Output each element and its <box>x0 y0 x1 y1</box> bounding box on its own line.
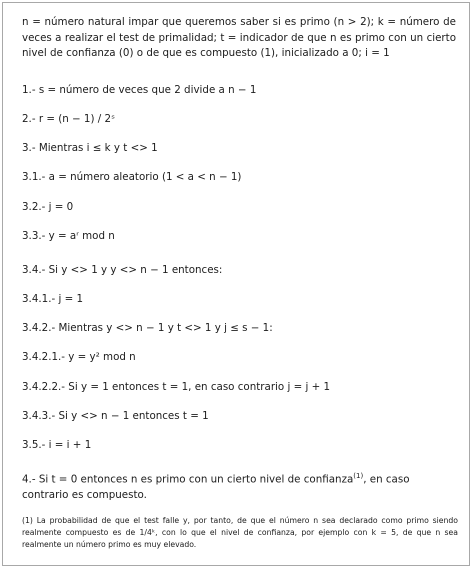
step-2: 2.- r = (n − 1) / 2ˢ <box>22 113 115 125</box>
intro-definitions <box>22 15 456 62</box>
document-page <box>2 2 470 566</box>
step-3-4-2-2: 3.4.2.2.- Si y = 1 entonces t = 1, en caso contrario j = j + 1 <box>22 381 331 393</box>
step-3-4-2: 3.4.2.- Mientras y <> n − 1 y t <> 1 y j ≤ s − 1: <box>22 322 273 334</box>
step-4-text <box>22 468 458 503</box>
step-3-1: 3.1.- a = número aleatorio (1 < a < n − 1) <box>22 171 242 183</box>
step-3-4-2-1: 3.4.2.1.- y = y² mod n <box>22 351 136 363</box>
step-3-4-3: 3.4.3.- Si y <> n − 1 entonces t = 1 <box>22 410 209 422</box>
step-4 <box>22 468 458 503</box>
step-3: 3.- Mientras i ≤ k y t <> 1 <box>22 142 158 154</box>
footnote-text: (1) La probabilidad de que el test falle y, por tanto, de que el número n sea declarado como primo siendo realmente compuesto es de 1/4ᵏ, con lo que el nivel de confianza, por ejemplo con k = 5, de que n sea realmente un número primo es muy elevado. <box>22 516 458 549</box>
step-1: 1.- s = número de veces que 2 divide a n − 1 <box>22 84 257 96</box>
step-3-4: 3.4.- Si y <> 1 y y <> n − 1 entonces: <box>22 264 223 276</box>
footnote <box>22 515 458 550</box>
step-3-5: 3.5.- i = i + 1 <box>22 439 92 451</box>
step-3-4-1: 3.4.1.- j = 1 <box>22 293 84 305</box>
step-4-tail: , en caso contrario es compuesto. <box>22 473 410 502</box>
footnote-reference: (1) <box>353 472 364 480</box>
intro-text: n = número natural impar que queremos saber si es primo (n > 2); k = número de veces a realizar el test de primalidad; t = indicador de que n es primo con un cierto nivel de confianza (0) o de que es compuesto (1), inicializado a 0; i = 1 <box>22 16 456 60</box>
step-3-2: 3.2.- j = 0 <box>22 201 74 213</box>
step-3-3: 3.3.- y = aʳ mod n <box>22 230 115 242</box>
step-4-main: 4.- Si t = 0 entonces n es primo con un cierto nivel de confianza <box>22 473 354 486</box>
